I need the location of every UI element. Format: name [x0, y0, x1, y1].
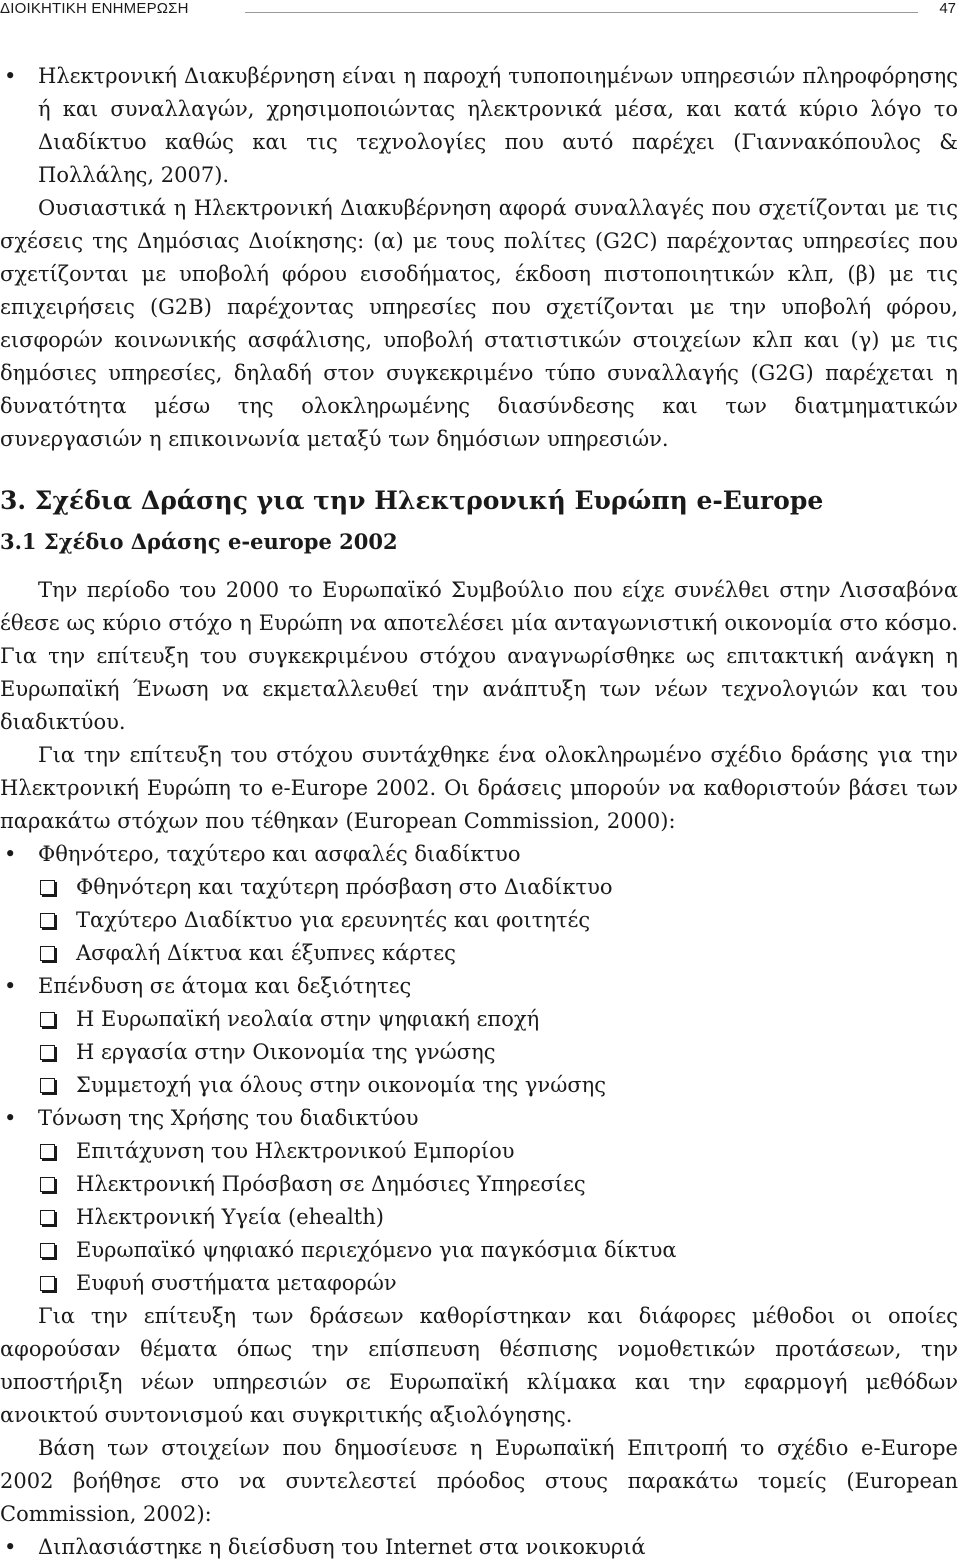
goal-subitem — [0, 1168, 958, 1201]
progress-bullet-text: Διπλασιάστηκε η διείσδυση του Internet στα νοικοκυριά — [38, 1535, 646, 1559]
goal-subitem — [0, 1003, 958, 1036]
bullet-icon: • — [4, 974, 17, 998]
goal-subitem — [0, 1069, 958, 1102]
checkbox-icon — [40, 1177, 55, 1192]
goal-subitem-text: Συμμετοχή για όλους στην οικονομία της γνώσης — [76, 1073, 606, 1097]
goal-subitem-text: Ευρωπαϊκό ψηφιακό περιεχόμενο για παγκόσμια δίκτυα — [76, 1238, 677, 1262]
goal-subitem-text: Ευφυή συστήματα μεταφορών — [76, 1271, 397, 1295]
goal-label: Επένδυση σε άτομα και δεξιότητες — [38, 974, 412, 998]
checkbox-icon — [40, 1144, 55, 1159]
goal-subitem-text: Ασφαλή Δίκτυα και έξυπνες κάρτες — [76, 941, 456, 965]
running-header — [0, 0, 960, 24]
goal-bullet — [0, 838, 958, 871]
body-content — [0, 60, 958, 1564]
progress-bullet — [0, 1531, 958, 1564]
goal-subitem — [0, 937, 958, 970]
checkbox-icon — [40, 946, 55, 961]
bullet-icon: • — [4, 64, 17, 88]
checkbox-icon — [40, 1276, 55, 1291]
goal-bullet — [0, 970, 958, 1003]
goal-subitem-text: Ηλεκτρονική Υγεία (ehealth) — [76, 1205, 384, 1229]
goal-subitem-text: Η εργασία στην Οικονομία της γνώσης — [76, 1040, 496, 1064]
goal-subitem — [0, 1267, 958, 1300]
goal-subitem-text: Επιτάχυνση του Ηλεκτρονικού Εμπορίου — [76, 1139, 515, 1163]
bullet-icon: • — [4, 842, 17, 866]
checkbox-icon — [40, 913, 55, 928]
checkbox-icon — [40, 1210, 55, 1225]
goal-subitem-text: Φθηνότερη και ταχύτερη πρόσβαση στο Διαδίκτυο — [76, 875, 613, 899]
checkbox-icon — [40, 1078, 55, 1093]
goal-subitem-text: Η Ευρωπαϊκή νεολαία στην ψηφιακή εποχή — [76, 1007, 540, 1031]
goal-label: Τόνωση της Χρήσης του διαδικτύου — [38, 1106, 419, 1130]
paragraph-methods: Για την επίτευξη των δράσεων καθορίστηκαν και διάφορες μέθοδοι οι οποίες αφορούσαν θέματα όπως την επίσπευση θέσπισης νομοθετικών προτάσεων, την υποστήριξη νέων υπηρεσιών σε Ευρωπαϊκή κλίμακα και την εφαρμογή μεθόδων ανοικτού συντονισμού και συγκριτικής αξιολόγησης. — [0, 1304, 958, 1427]
checkbox-icon — [40, 880, 55, 895]
subsection-heading: 3.1 Σχέδιο Δράσης e-europe 2002 — [0, 529, 398, 554]
checkbox-icon — [40, 1243, 55, 1258]
checkbox-icon — [40, 1045, 55, 1060]
goal-subitem — [0, 1234, 958, 1267]
section-heading: 3. Σχέδια Δράσης για την Ηλεκτρονική Ευρώπη e-Europe — [0, 486, 824, 515]
intro-paragraph: Ουσιαστικά η Ηλεκτρονική Διακυβέρνηση αφορά συναλλαγές που σχετίζονται με τις σχέσεις της Δημόσιας Διοίκησης: (α) με τους πολίτες (G2C) παρέχοντας υπηρεσίες που σχετίζονται με υποβολή φόρου εισοδήματος, έκδοση πιστοποιητικών κλπ, (β) με τις επιχειρήσεις (G2B) παρέχοντας υπηρεσίες που σχετίζονται με την υποβολή φόρου, εισφορών κοινωνικής ασφάλισης, υποβολή στατιστικών στοιχείων κλπ και (γ) με τις δημόσιες υπηρεσίες, δηλαδή στον συγκεκριμένο τύπο συναλλαγής (G2G) παρέχεται η δυνατότητα μέσω της ολοκληρωμένης διασύνδεσης και των διατμηματικών συνεργασιών η επικοινωνία μεταξύ των δημόσιων υπηρεσιών. — [0, 196, 958, 451]
paragraph-progress: Βάση των στοιχείων που δημοσίευσε η Ευρωπαϊκή Επιτροπή το σχέδιο e-Europe 2002 βοήθησε στο να συντελεστεί πρόοδος στους παρακάτω τομείς (European Commission, 2002): — [0, 1436, 958, 1526]
goal-subitem-text: Ταχύτερο Διαδίκτυο για ερευνητές και φοιτητές — [76, 908, 591, 932]
paragraph-action-plan: Για την επίτευξη του στόχου συντάχθηκε ένα ολοκληρωμένο σχέδιο δράσης για την Ηλεκτρονική Ευρώπη το e-Europe 2002. Οι δράσεις μπορούν να καθοριστούν βάσει των παρακάτω στόχων που τέθηκαν (European Commission, 2000): — [0, 743, 958, 833]
paragraph-lisbon: Την περίοδο του 2000 το Ευρωπαϊκό Συμβούλιο που είχε συνέλθει στην Λισσαβόνα έθεσε ως κύριο στόχο η Ευρώπη να αποτελέσει μία ανταγωνιστική οικονομία στο κόσμο. Για την επίτευξη του συγκεκριμένου στόχου αναγνωρίσθηκε ως επιτακτική ανάγκη η Ευρωπαϊκή Ένωση να εκμεταλλευθεί την ανάπτυξη των νέων τεχνολογιών και του διαδικτύου. — [0, 578, 958, 734]
checkbox-icon — [40, 1012, 55, 1027]
goal-subitem — [0, 1201, 958, 1234]
bullet-icon: • — [4, 1535, 17, 1559]
goal-subitem — [0, 1135, 958, 1168]
bullet-icon: • — [4, 1106, 17, 1130]
page-number: 47 — [939, 0, 956, 17]
intro-bullet-text: Ηλεκτρονική Διακυβέρνηση είναι η παροχή τυποποιημένων υπηρεσιών πληροφόρησης ή και συναλλαγών, χρησιμοποιώντας ηλεκτρονικά μέσα, και κατά κύριο λόγο το Διαδίκτυο καθώς και τις τεχνολογίες που αυτό παρέχει (Γιαννακόπουλος & Πολλάλης, 2007). — [38, 64, 958, 187]
goal-subitem-text: Ηλεκτρονική Πρόσβαση σε Δημόσιες Υπηρεσίες — [76, 1172, 586, 1196]
goal-label: Φθηνότερο, ταχύτερο και ασφαλές διαδίκτυο — [38, 842, 521, 866]
header-rule — [245, 12, 918, 13]
intro-bullet — [0, 60, 958, 192]
goal-subitem — [0, 871, 958, 904]
goal-subitem — [0, 904, 958, 937]
goal-bullet — [0, 1102, 958, 1135]
journal-title: ΔΙΟΙΚΗΤΙΚΗ ΕΝΗΜΕΡΩΣΗ — [0, 0, 189, 17]
goal-subitem — [0, 1036, 958, 1069]
